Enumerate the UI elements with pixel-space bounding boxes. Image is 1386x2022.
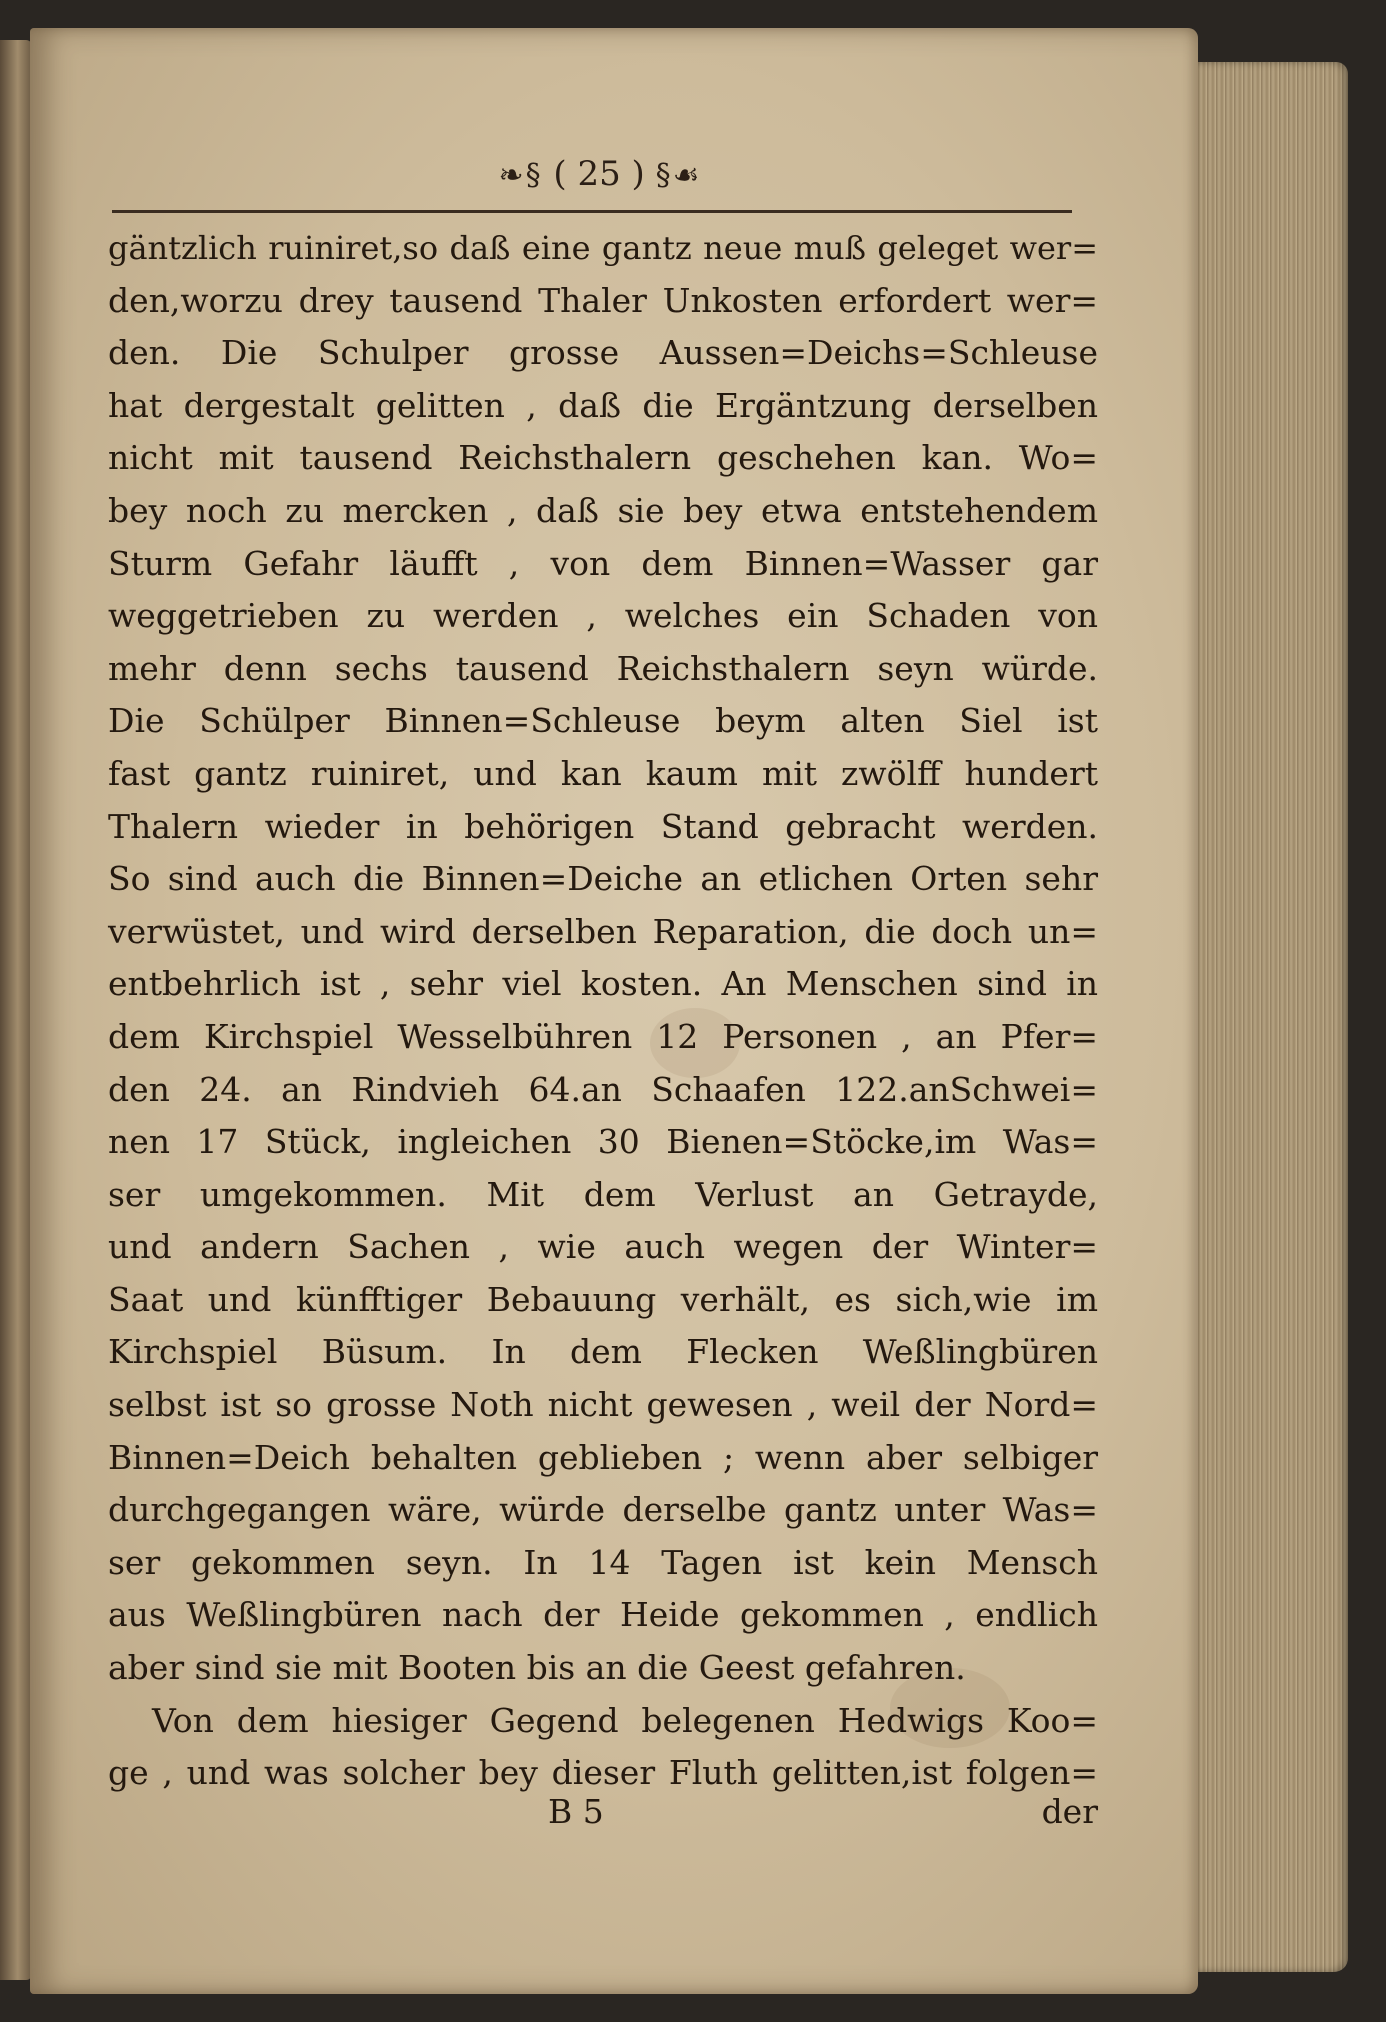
text-line: den. Die Schulper grosse Aussen=Deichs=Schleuse bbox=[108, 333, 1098, 373]
text-line: Thalern wieder in behörigen Stand gebracht werden. bbox=[108, 806, 1098, 846]
text-line: gäntzlich ruiniret,so daß eine gantz neue muß geleget wer= bbox=[108, 229, 1098, 267]
body-text bbox=[108, 222, 1098, 1800]
text-line: durchgegangen wäre, würde derselbe gantz unter Was= bbox=[108, 1490, 1098, 1530]
text-line: selbst ist so grosse Noth nicht gewesen , weil der Nord= bbox=[108, 1385, 1098, 1425]
text-line: nen 17 Stück, ingleichen 30 Bienen=Stöcke,im Was= bbox=[108, 1122, 1098, 1162]
text-line: den 24. an Rindvieh 64.an Schaafen 122.anSchwei= bbox=[108, 1069, 1098, 1109]
signature-mark: B 5 bbox=[548, 1792, 604, 1831]
text-line: Sturm Gefahr läufft , von dem Binnen=Wasser gar bbox=[108, 543, 1098, 583]
text-line: bey noch zu mercken , daß sie bey etwa entstehendem bbox=[108, 490, 1098, 530]
text-line: und andern Sachen , wie auch wegen der Winter= bbox=[108, 1227, 1098, 1267]
text-line: Von dem hiesiger Gegend belegenen Hedwigs Koo= bbox=[152, 1700, 1098, 1740]
text-line: mehr denn sechs tausend Reichsthalern seyn würde. bbox=[108, 648, 1098, 688]
page-footer bbox=[108, 1786, 1098, 1838]
header-rule bbox=[112, 210, 1072, 213]
catchword: der bbox=[1041, 1792, 1098, 1831]
text-line: verwüstet, und wird derselben Reparation, die doch un= bbox=[108, 911, 1098, 951]
text-line: fast gantz ruiniret, und kan kaum mit zwölff hundert bbox=[108, 753, 1098, 793]
text-line: hat dergestalt gelitten , daß die Ergäntzung derselben bbox=[108, 385, 1098, 425]
ornament-right-icon: §☙ bbox=[655, 158, 702, 193]
ornament-left-icon: ❧§ bbox=[498, 158, 543, 193]
page-number: ( 25 ) bbox=[553, 154, 645, 194]
text-line: So sind auch die Binnen=Deiche an etlichen Orten sehr bbox=[108, 859, 1098, 899]
text-line: aus Weßlingbüren nach der Heide gekommen , endlich bbox=[108, 1595, 1098, 1635]
page-block-edges bbox=[1198, 62, 1348, 1972]
text-line: Kirchspiel Büsum. In dem Flecken Weßlingbüren bbox=[108, 1332, 1098, 1372]
text-line: aber sind sie mit Booten bis an die Geest gefahren. bbox=[108, 1648, 966, 1688]
text-line: ser umgekommen. Mit dem Verlust an Getrayde, bbox=[108, 1174, 1098, 1214]
text-line: den,worzu drey tausend Thaler Unkosten erfordert wer= bbox=[108, 280, 1098, 320]
text-line: nicht mit tausend Reichsthalern geschehen kan. Wo= bbox=[108, 438, 1098, 478]
page-header bbox=[420, 148, 780, 200]
text-line: ser gekommen seyn. In 14 Tagen ist kein Mensch bbox=[108, 1542, 1098, 1582]
text-line: Saat und künfftiger Bebauung verhält, es sich,wie im bbox=[108, 1279, 1098, 1319]
text-line: weggetrieben zu werden , welches ein Schaden von bbox=[108, 596, 1098, 636]
text-line: ge , und was solcher bey dieser Fluth gelitten,ist folgen= bbox=[108, 1753, 1098, 1793]
text-line: entbehrlich ist , sehr viel kosten. An Menschen sind in bbox=[108, 964, 1098, 1004]
text-line: dem Kirchspiel Wesselbühren 12 Personen , an Pfer= bbox=[108, 1016, 1098, 1056]
facing-page-edge bbox=[0, 40, 32, 1980]
text-line: Binnen=Deich behalten geblieben ; wenn aber selbiger bbox=[108, 1437, 1098, 1477]
text-line: Die Schülper Binnen=Schleuse beym alten Siel ist bbox=[108, 701, 1098, 741]
